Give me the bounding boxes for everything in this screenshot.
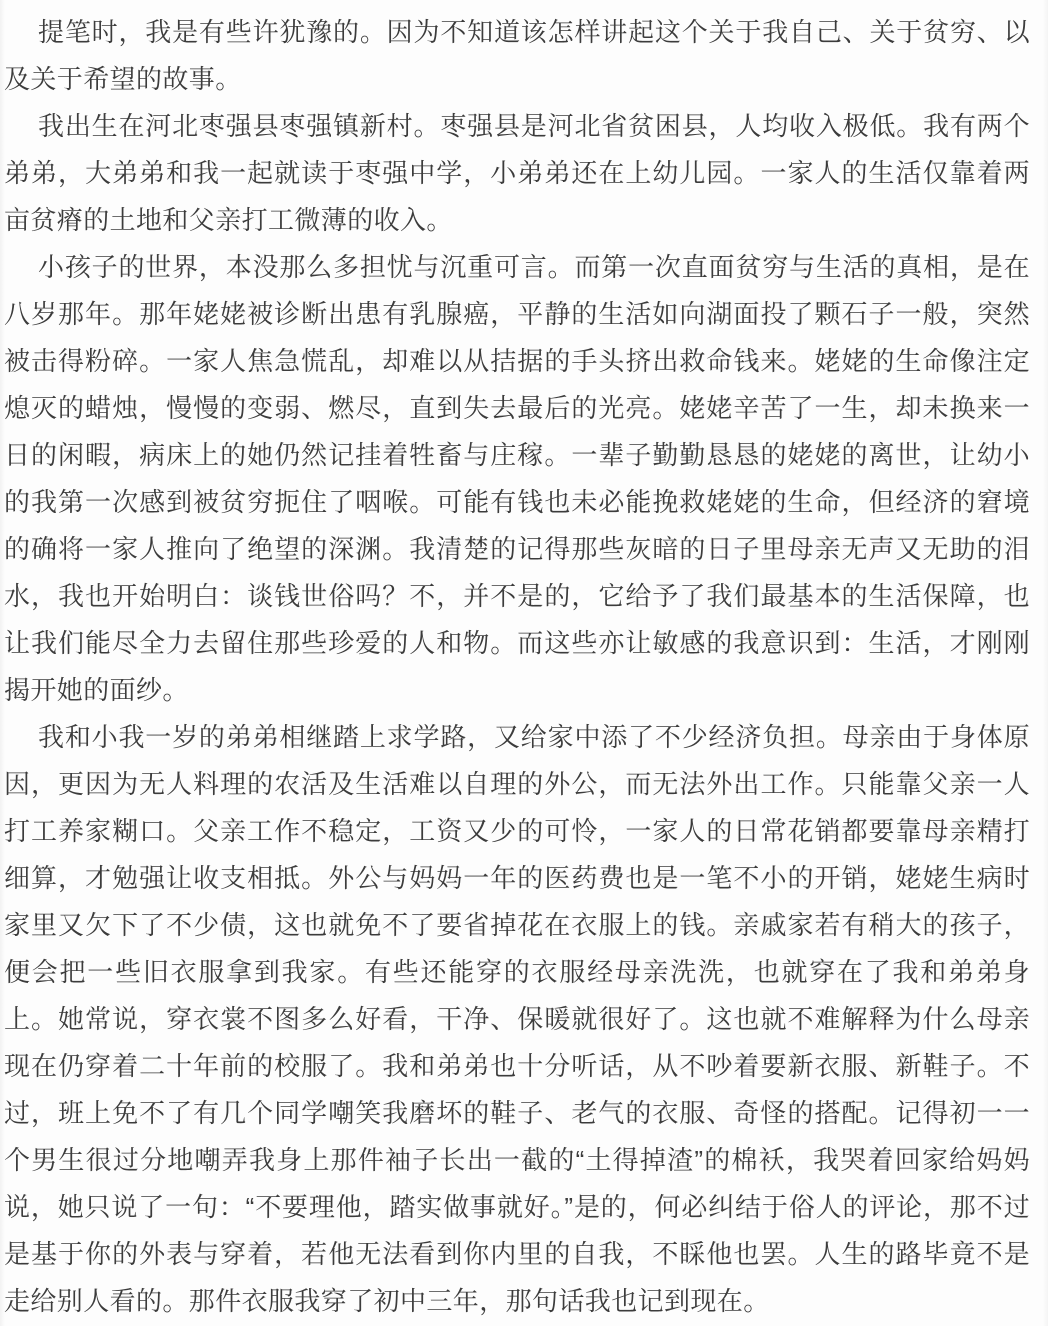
essay-paragraph-3: 小孩子的世界，本没那么多担忧与沉重可言。而第一次直面贫穷与生活的真相，是在八岁那年。那年姥姥被诊断出患有乳腺癌，平静的生活如向湖面投了颗石子一般，突然被击得粉碎。一家人焦急慌乱，却难以从拮据的手头挤出救命钱来。姥姥的生命像注定熄灭的蜡烛，慢慢的变弱、燃尽，直到失去最后的光亮。姥姥辛苦了一生，却未换来一日的闲暇，病床上的她仍然记挂着牲畜与庄稼。一辈子勤勤恳恳的姥姥的离世，让幼小的我第一次感到被贫穷扼住了咽喉。可能有钱也未必能挽救姥姥的生命，但经济的窘境的确将一家人推向了绝望的深渊。我清楚的记得那些灰暗的日子里母亲无声又无助的泪水，我也开始明白：谈钱世俗吗？不，并不是的，它给予了我们最基本的生活保障，也让我们能尽全力去留住那些珍爱的人和物。而这些亦让敏感的我意识到：生活，才刚刚揭开她的面纱。 bbox=[4, 252, 1030, 705]
essay-paragraph-2: 我出生在河北枣强县枣强镇新村。枣强县是河北省贫困县，人均收入极低。我有两个弟弟，大弟弟和我一起就读于枣强中学，小弟弟还在上幼儿园。一家人的生活仅靠着两亩贫瘠的土地和父亲打工微薄的收入。 bbox=[4, 111, 1030, 235]
essay-paragraph-4: 我和小我一岁的弟弟相继踏上求学路，又给家中添了不少经济负担。母亲由于身体原因，更因为无人料理的农活及生活难以自理的外公，而无法外出工作。只能靠父亲一人打工养家糊口。父亲工作不稳定，工资又少的可怜，一家人的日常花销都要靠母亲精打细算，才勉强让收支相抵。外公与妈妈一年的医药费也是一笔不小的开销，姥姥生病时家里又欠下了不少债，这也就免不了要省掉花在衣服上的钱。亲戚家若有稍大的孩子，便会把一些旧衣服拿到我家。有些还能穿的衣服经母亲洗洗，也就穿在了我和弟弟身上。她常说，穿衣裳不图多么好看，干净、保暖就很好了。这也就不难解释为什么母亲现在仍穿着二十年前的校服了。我和弟弟也十分听话，从不吵着要新衣服、新鞋子。不过，班上免不了有几个同学嘲笑我磨坏的鞋子、老气的衣服、奇怪的搭配。记得初一一个男生很过分地嘲弄我身上那件袖子长出一截的“土得掉渣”的棉袄，我哭着回家给妈妈说，她只说了一句：“不要理他，踏实做事就好。”是的，何必纠结于俗人的评论，那不过是基于你的外表与穿着，若他无法看到你内里的自我，不睬他也罢。人生的路毕竟不是走给别人看的。那件衣服我穿了初中三年，那句话我也记到现在。 bbox=[4, 722, 1030, 1316]
essay-paragraph-1: 提笔时，我是有些许犹豫的。因为不知道该怎样讲起这个关于我自己、关于贫穷、以及关于希望的故事。 bbox=[4, 17, 1030, 94]
essay-body bbox=[4, 9, 1030, 1325]
